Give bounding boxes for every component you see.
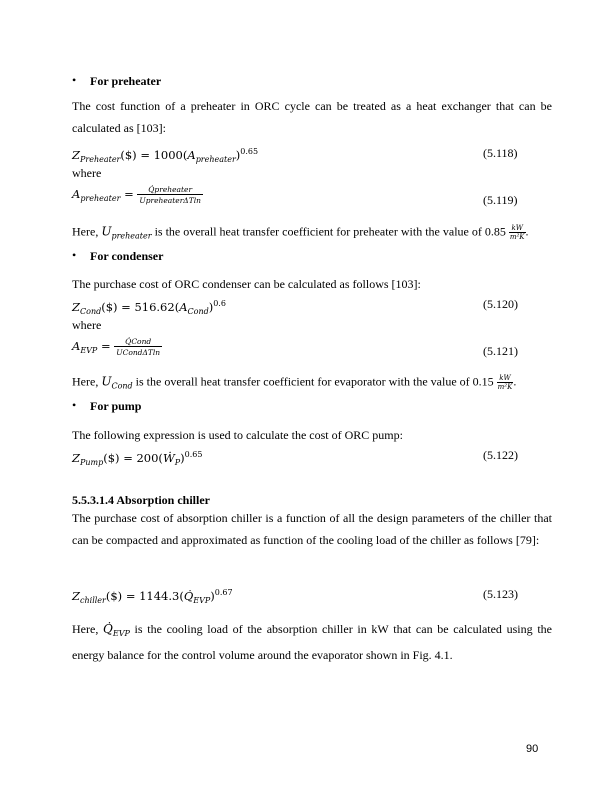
page-number: 90 — [526, 743, 539, 755]
bullet-icon: • — [72, 248, 77, 262]
condenser-intro: The purchase cost of ORC condenser can be calculated as follows [103]: — [72, 277, 421, 291]
bullet-icon: • — [72, 73, 77, 87]
equation-5-122: $Z_{Pump}(\$)$ = 200(Ẇ$_P$)$^{0.65}$ — [72, 450, 203, 467]
section-heading: 5.5.3.1.4 Absorption chiller — [72, 493, 211, 507]
equation-5-120: $Z_{Cond}(\$) = 516.62(A_{Cond})^{0.6}$ — [72, 299, 226, 316]
absorption-note: Here, $Q̇_{EVP}$ is the cooling load of the absorption chiller in kW that can be calculated using the energy balance for the control volume around the evaporator shown in Fig. 4.1. — [72, 622, 552, 662]
equation-5-119: $A_{preheater}$ = $\frac{\text{Q̇preheater}}{\text{UpreheaterΔTln}}$ — [72, 185, 201, 205]
condenser-note: Here, $U_{Cond}$ is the overall heat transfer coefficient for evaporator with the value of 0.15 $\frac{kW}{\text{m²K}}$ . — [72, 374, 517, 391]
absorption-paragraph: The purchase cost of absorption chiller is a function of all the design parameters of the chiller that can be compacted and approximated as function of the cooling load of the chiller as follows [79]: — [72, 511, 552, 547]
preheater-note: Here, $U_{preheater}$ is the overall heat transfer coefficient for preheater with the value of 0.85 $\frac{kW}{\text{m²K}}$ . — [72, 224, 529, 241]
preheater-heading: For preheater — [90, 74, 162, 88]
equation-number: (5.120) — [483, 297, 518, 311]
equation-number: (5.123) — [483, 587, 518, 601]
equation-number: (5.118) — [483, 146, 518, 160]
where-label: where — [72, 318, 102, 332]
equation-5-118: $Z_{Preheater}(\$) = 1000(A_{preheater})^{0.65}$ — [72, 147, 259, 164]
bullet-icon: • — [72, 398, 77, 412]
equation-5-121: $A_{EVP}$ = $\frac{\text{Q̇Cond}}{\text{UCondΔTln}}$ — [72, 337, 161, 357]
preheater-intro: The cost function of a preheater in ORC cycle can be treated as a heat exchanger that can be calculated as [103]: — [72, 99, 552, 135]
condenser-heading: For condenser — [90, 249, 164, 263]
where-label: where — [72, 166, 102, 180]
equation-number: (5.119) — [483, 193, 518, 207]
pump-heading: For pump — [90, 399, 142, 413]
equation-5-123: $Z_{chiller}(\$)$ = $1144.3(Q̇_{EVP})^{0.67}$ — [72, 588, 233, 605]
equation-number: (5.122) — [483, 448, 518, 462]
pump-intro: The following expression is used to calculate the cost of ORC pump: — [72, 428, 403, 442]
equation-number: (5.121) — [483, 344, 518, 358]
